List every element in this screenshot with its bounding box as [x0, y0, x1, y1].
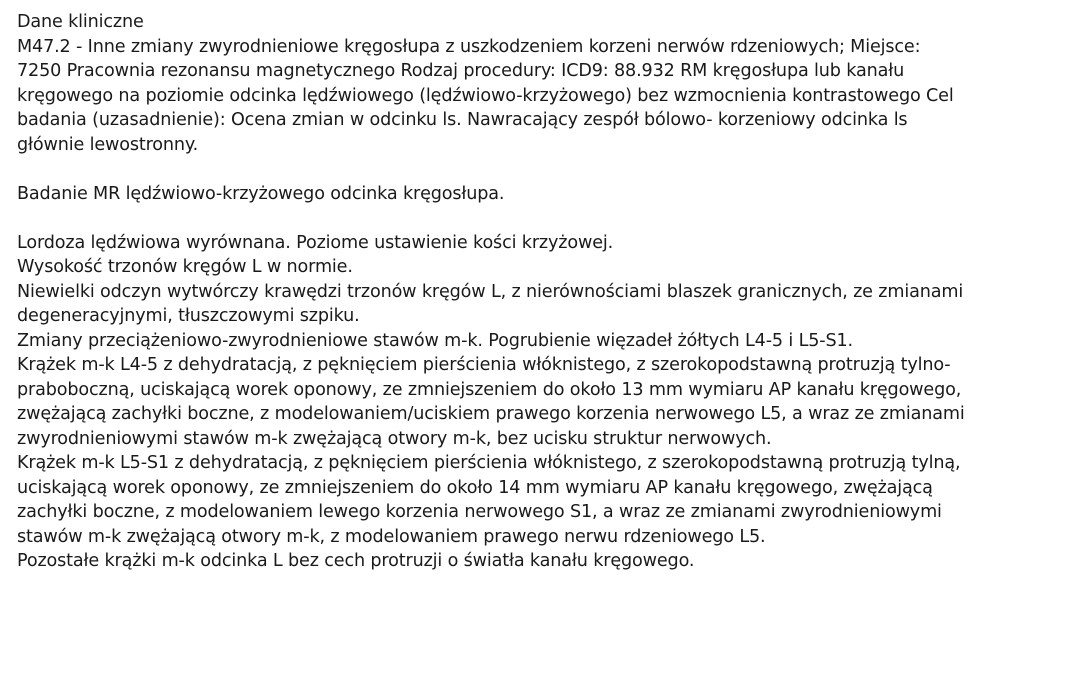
- clinical-info-line: 7250 Pracownia rezonansu magnetycznego Rodzaj procedury: ICD9: 88.932 RM kręgosłupa lub kanału: [17, 61, 905, 81]
- findings-line: Pozostałe krążki m-k odcinka L bez cech protruzji o światła kanału kręgowego.: [17, 551, 695, 571]
- clinical-info-line: M47.2 - Inne zmiany zwyrodnieniowe kręgosłupa z uszkodzeniem korzeni nerwów rdzeniowych; Miejsce:: [17, 36, 921, 57]
- findings-line: degeneracyjnymi, tłuszczowymi szpiku.: [17, 306, 360, 326]
- findings-line: Zmiany przeciążeniowo-zwyrodnieniowe stawów m-k. Pogrubienie więzadeł żółtych L4-5 i L5-S1.: [17, 330, 853, 351]
- findings-line: zachyłki boczne, z modelowaniem lewego korzenia nerwowego S1, a wraz ze zmianami zwyrodnieniowymi: [17, 502, 942, 522]
- paragraph-spacer: [17, 206, 1073, 231]
- findings-line: Niewielki odczyn wytwórczy krawędzi trzonów kręgów L, z nierównościami blaszek granicznych, ze zmianami: [17, 281, 964, 302]
- findings-line: praboboczną, uciskającą worek oponowy, ze zmniejszeniem do około 13 mm wymiaru AP kanału kręgowego,: [17, 379, 962, 400]
- section-title: Dane kliniczne: [17, 12, 144, 32]
- findings-line: uciskającą worek oponowy, ze zmniejszeniem do około 14 mm wymiaru AP kanału kręgowego, zwężającą: [17, 477, 933, 498]
- clinical-info-line: głównie lewostronny.: [17, 134, 199, 155]
- findings-line: zwyrodnieniowymi stawów m-k zwężającą otwory m-k, bez ucisku struktur nerwowych.: [17, 428, 772, 449]
- clinical-info-line: badania (uzasadnienie): Ocena zmian w odcinku ls. Nawracający zespół bólowo- korzeniowy odcinka ls: [17, 110, 908, 130]
- findings-line: stawów m-k zwężającą otwory m-k, z modelowaniem prawego nerwu rdzeniowego L5.: [17, 526, 766, 547]
- findings-line: Krążek m-k L5-S1 z dehydratacją, z pęknięciem pierścienia włóknistego, z szerokopodstawną protruzją tylną,: [17, 453, 961, 473]
- paragraph-spacer: [17, 157, 1073, 182]
- findings-line: Lordoza lędźwiowa wyrównana. Poziome ustawienie kości krzyżowej.: [17, 232, 614, 253]
- findings-line: Krążek m-k L4-5 z dehydratacją, z pęknięciem pierścienia włóknistego, z szerokopodstawną protruzją tylno-: [17, 355, 951, 375]
- report-document: [17, 10, 1073, 574]
- findings-line: zwężającą zachyłki boczne, z modelowaniem/uciskiem prawego korzenia nerwowego L5, a wraz ze zmianami: [17, 404, 965, 424]
- clinical-info-line: kręgowego na poziomie odcinka lędźwiowego (lędźwiowo-krzyżowego) bez wzmocnienia kontrastowego Cel: [17, 85, 954, 106]
- exam-title: Badanie MR lędźwiowo-krzyżowego odcinka kręgosłupa.: [17, 183, 505, 204]
- findings-line: Wysokość trzonów kręgów L w normie.: [17, 257, 353, 277]
